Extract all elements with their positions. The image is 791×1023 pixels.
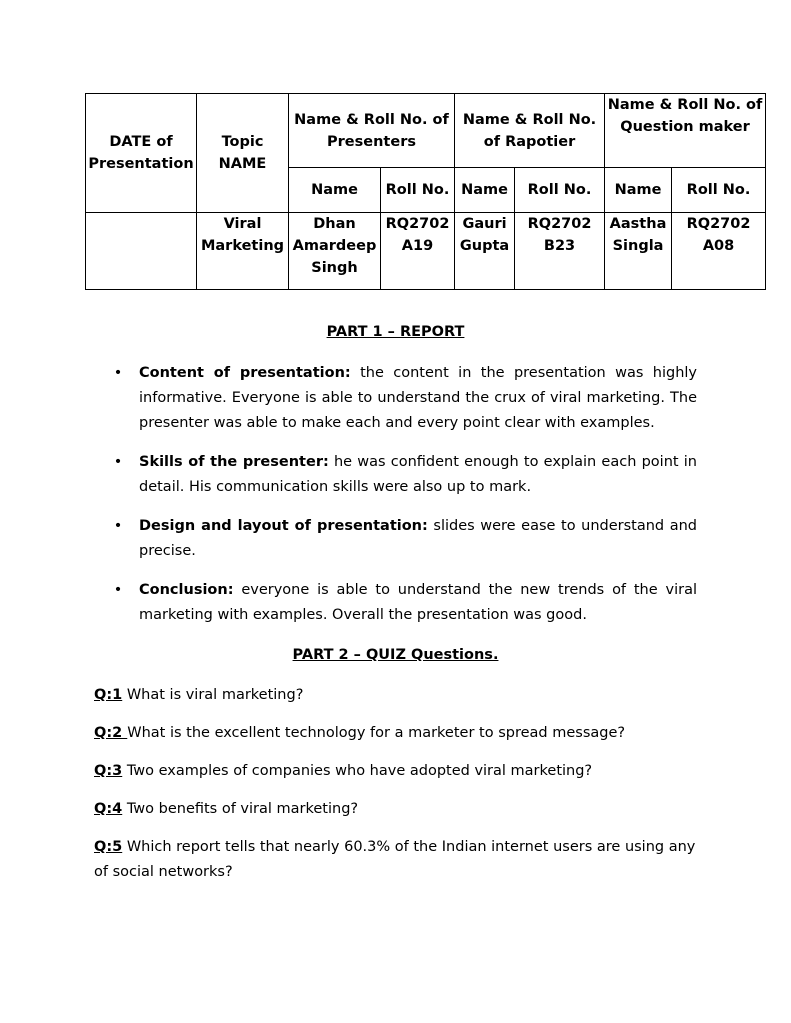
bullet-label: Content of presentation: xyxy=(139,365,351,381)
cell-qmaker-name: Aastha Singla xyxy=(605,213,672,290)
cell-qmaker-roll: RQ2702 A08 xyxy=(672,213,766,290)
bullet-text: he was confident enough to explain each point in detail. His communication skills were also up to mark. xyxy=(139,454,697,495)
part1-heading: PART 1 – REPORT xyxy=(326,324,465,340)
bullet-icon: • xyxy=(113,518,123,534)
question-number: Q:1 xyxy=(94,687,123,703)
bullet-label: Design and layout of presentation: xyxy=(139,518,428,534)
question-number: Q:4 xyxy=(94,801,123,817)
header-rapotier-name: Name xyxy=(455,168,515,213)
bullet-icon: • xyxy=(113,454,123,470)
header-question-maker: Name & Roll No. of Question maker xyxy=(605,94,766,168)
question-text: What is the excellent technology for a marketer to spread message? xyxy=(127,725,626,741)
question-text: Two benefits of viral marketing? xyxy=(122,801,359,817)
header-qmaker-roll: Roll No. xyxy=(672,168,766,213)
bullet-text: everyone is able to understand the new trends of the viral marketing with examples. Overall the presentation was good. xyxy=(139,582,697,623)
cell-presenter-roll: RQ2702 A19 xyxy=(381,213,455,290)
question-text: What is viral marketing? xyxy=(122,687,304,703)
list-item xyxy=(113,578,697,628)
bullet-text: the content in the presentation was highly informative. Everyone is able to understand the crux of viral marketing. The presenter was able to make each and every point clear with examples. xyxy=(139,365,698,431)
bullet-label: Skills of the presenter: xyxy=(139,454,329,470)
header-rapotier: Name & Roll No. of Rapotier xyxy=(455,94,605,168)
question-number: Q:3 xyxy=(94,763,123,779)
list-item xyxy=(113,361,697,436)
header-topic: Topic NAME xyxy=(197,94,289,213)
bullet-text: slides were ease to understand and precise. xyxy=(139,518,697,559)
header-presenter-roll: Roll No. xyxy=(381,168,455,213)
part2-heading: PART 2 – QUIZ Questions. xyxy=(292,647,499,663)
presentation-details-table xyxy=(85,93,766,290)
report-bullet-list xyxy=(113,361,697,642)
list-item xyxy=(113,514,697,564)
question-number: Q:5 xyxy=(94,839,123,855)
cell-topic: Viral Marketing xyxy=(197,213,289,290)
header-rapotier-roll: Roll No. xyxy=(515,168,605,213)
list-item xyxy=(94,759,699,784)
cell-date xyxy=(86,213,197,290)
question-number: Q:2 xyxy=(94,725,128,741)
bullet-icon: • xyxy=(113,582,123,598)
bullet-label: Conclusion: xyxy=(139,582,234,598)
bullet-icon: • xyxy=(113,365,123,381)
header-presenters: Name & Roll No. of Presenters xyxy=(289,94,455,168)
table-row xyxy=(86,213,766,290)
list-item xyxy=(94,683,699,708)
header-presenter-name: Name xyxy=(289,168,381,213)
list-item xyxy=(94,797,699,822)
cell-presenter-name: Dhan Amardeep Singh xyxy=(289,213,381,290)
quiz-question-list xyxy=(94,683,699,898)
header-qmaker-name: Name xyxy=(605,168,672,213)
question-text: Which report tells that nearly 60.3% of the Indian internet users are using any of social networks? xyxy=(94,839,696,880)
list-item xyxy=(113,450,697,500)
list-item xyxy=(94,835,699,885)
list-item xyxy=(94,721,699,746)
cell-rapotier-name: Gauri Gupta xyxy=(455,213,515,290)
question-text: Two examples of companies who have adopted viral marketing? xyxy=(122,763,593,779)
cell-rapotier-roll: RQ2702 B23 xyxy=(515,213,605,290)
header-date: DATE of Presentation xyxy=(86,94,197,213)
